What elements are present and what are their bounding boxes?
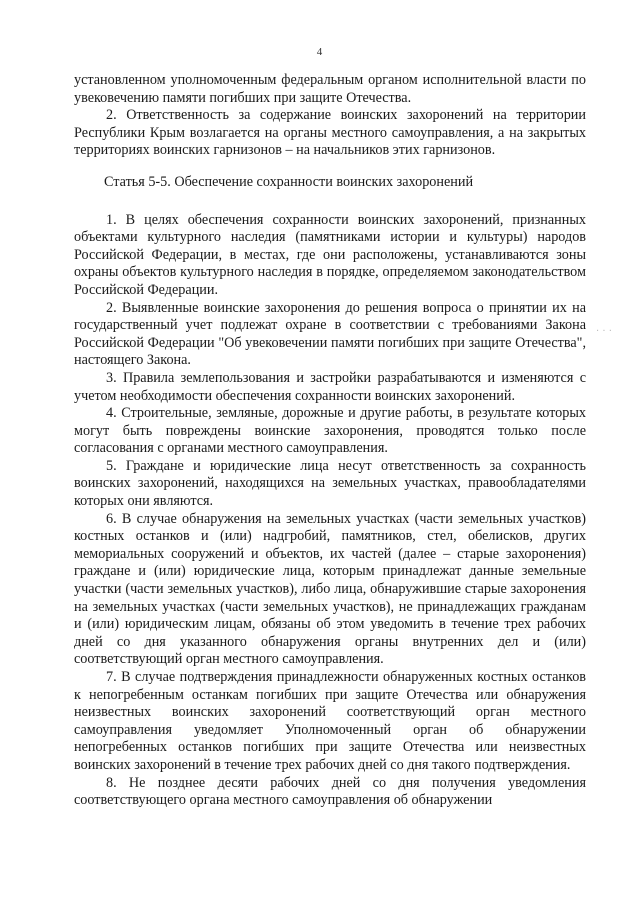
paragraph-item-2: 2. Выявленные воинские захоронения до решения вопроса о принятии их на государственный учет подлежат охране в соответствии с требованиями Закона Российской Федерации "Об увековечении памяти погибших при защите Отечества", настоящего Закона. <box>74 299 586 369</box>
paragraph-continuation: установленном уполномоченным федеральным органом исполнительной власти по увековечению памяти погибших при защите Отечества. <box>74 72 586 106</box>
page-number: 4 <box>316 46 323 58</box>
paragraph-item-6: 6. В случае обнаружения на земельных участках (части земельных участков) костных останков и (или) надгробий, памятников, стел, обелисков, других мемориальных сооружений и объектов, их частей (далее – старые захоронения) граждане и (или) юридические лица, которым принадлежат данные земельные участки (части земельных участков), либо лица, обнаружившие старые захоронения на земельных участках (части земельных участков), не принадлежащих гражданам и (или) юридическим лицам, обязаны об этом уведомить в течение трех рабочих дней со дня указанного обнаружения органы внутренних дел и (или) соответствующий орган местного самоуправления. <box>74 510 586 668</box>
paragraph-item-5: 5. Граждане и юридические лица несут ответственность за сохранность воинских захоронений, находящихся на земельных участках, правообладателями которых они являются. <box>74 457 586 510</box>
paragraph-item-8: 8. Не позднее десяти рабочих дней со дня получения уведомления соответствующего органа местного самоуправления об обнаружении <box>74 774 586 809</box>
scan-speck: · · · <box>596 326 612 337</box>
paragraph-item-7: 7. В случае подтверждения принадлежности обнаруженных костных останков к непогребенным останкам погибших при защите Отечества или обнаружения неизвестных воинских захоронений соответствующий орган местного самоуправления уведомляет Уполномоченный орган об обнаружении непогребенных останков погибших при защите Отечества или неизвестных воинских захоронений в течение трех рабочих дней со дня такого подтверждения. <box>74 669 586 773</box>
paragraph-responsibility: 2. Ответственность за содержание воинских захоронений на территории Республики Крым возлагается на органы местного самоуправления, а на закрытых территориях воинских гарнизонов – на начальников этих гарнизонов. <box>74 107 586 159</box>
article-heading: Статья 5-5. Обеспечение сохранности воинских захоронений <box>104 173 474 190</box>
paragraph-item-1: 1. В целях обеспечения сохранности воинских захоронений, признанных объектами культурного наследия (памятниками истории и культуры) народов Российской Федерации, в местах, где они расположены, устанавливаются зоны охраны объектов культурного наследия в порядке, определяемом законодательством Российской Федерации. <box>74 211 586 298</box>
document-body <box>74 72 586 810</box>
paragraph-item-4: 4. Строительные, земляные, дорожные и другие работы, в результате которых могут быть повреждены воинские захоронения, проводятся только после согласования с органами местного самоуправления. <box>74 405 586 457</box>
paragraph-item-3: 3. Правила землепользования и застройки разрабатываются и изменяются с учетом необходимости обеспечения сохранности воинских захоронений. <box>74 369 586 404</box>
